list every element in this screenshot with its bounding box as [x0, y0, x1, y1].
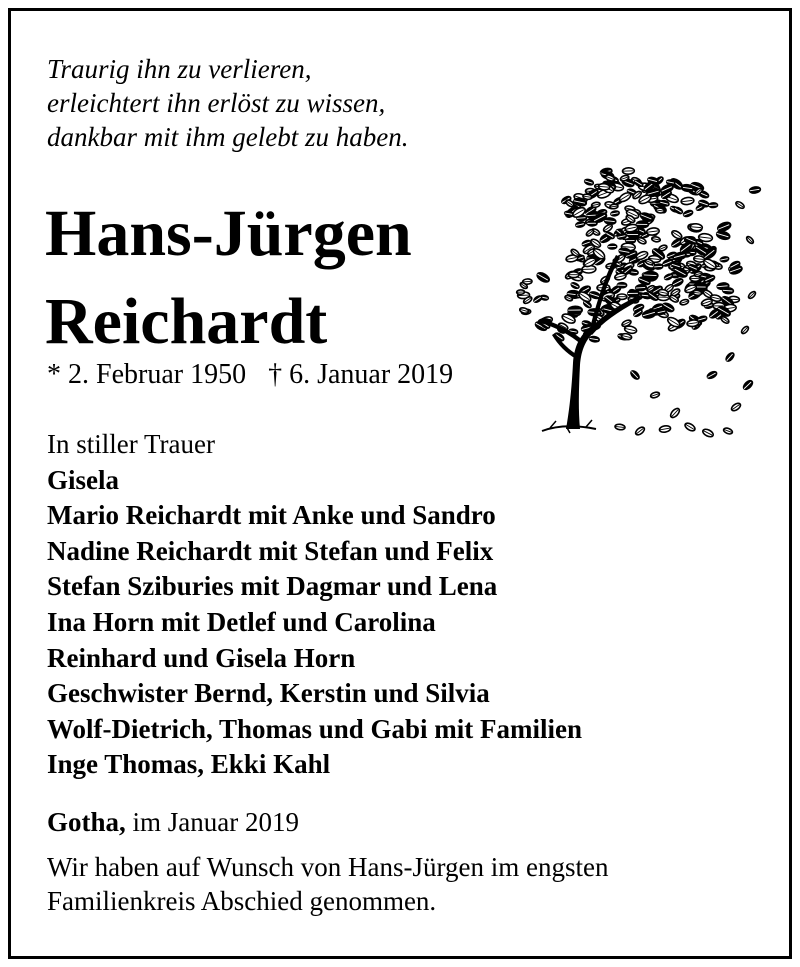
place-date [47, 805, 299, 839]
mourner-name: Ina Horn mit Detlef und Carolina [47, 606, 436, 637]
deceased-last-name: Reichardt [45, 285, 328, 358]
farewell-notice [47, 850, 608, 918]
deceased-name [45, 190, 412, 366]
mourner-name: Gisela [47, 464, 119, 495]
place-city: Gotha, [47, 807, 126, 837]
mourner-name: Nadine Reichardt mit Stefan und Felix [47, 535, 494, 566]
place-month: im Januar 2019 [132, 807, 299, 837]
notice-line: Familienkreis Abschied genommen. [47, 886, 437, 916]
mourner-name: Stefan Sziburies mit Dagmar und Lena [47, 571, 498, 602]
birth-date: * 2. Februar 1950 [47, 359, 247, 390]
mourners-intro: In stiller Trauer [47, 429, 215, 459]
poem-line: Traurig ihn zu verlieren, [47, 54, 312, 84]
poem-line: erleichtert ihn erlöst zu wissen, [47, 88, 386, 118]
death-date: † 6. Januar 2019 [268, 359, 454, 390]
mourner-name: Wolf-Dietrich, Thomas und Gabi mit Familien [47, 713, 583, 744]
poem [47, 52, 408, 154]
mourners-list [47, 427, 582, 783]
mourner-name: Inge Thomas, Ekki Kahl [47, 749, 331, 780]
notice-line: Wir haben auf Wunsch von Hans-Jürgen im engsten [47, 852, 609, 882]
tree-trunk [540, 255, 642, 433]
tree-canopy [516, 167, 743, 342]
deceased-first-name: Hans-Jürgen [45, 197, 412, 270]
life-dates [47, 358, 453, 392]
mourner-name: Reinhard und Gisela Horn [47, 642, 356, 673]
poem-line: dankbar mit ihm gelebt zu haben. [47, 122, 409, 152]
windblown-tree-icon [500, 145, 770, 445]
mourner-name: Mario Reichardt mit Anke und Sandro [47, 500, 496, 531]
mourner-name: Geschwister Bernd, Kerstin und Silvia [47, 678, 490, 709]
